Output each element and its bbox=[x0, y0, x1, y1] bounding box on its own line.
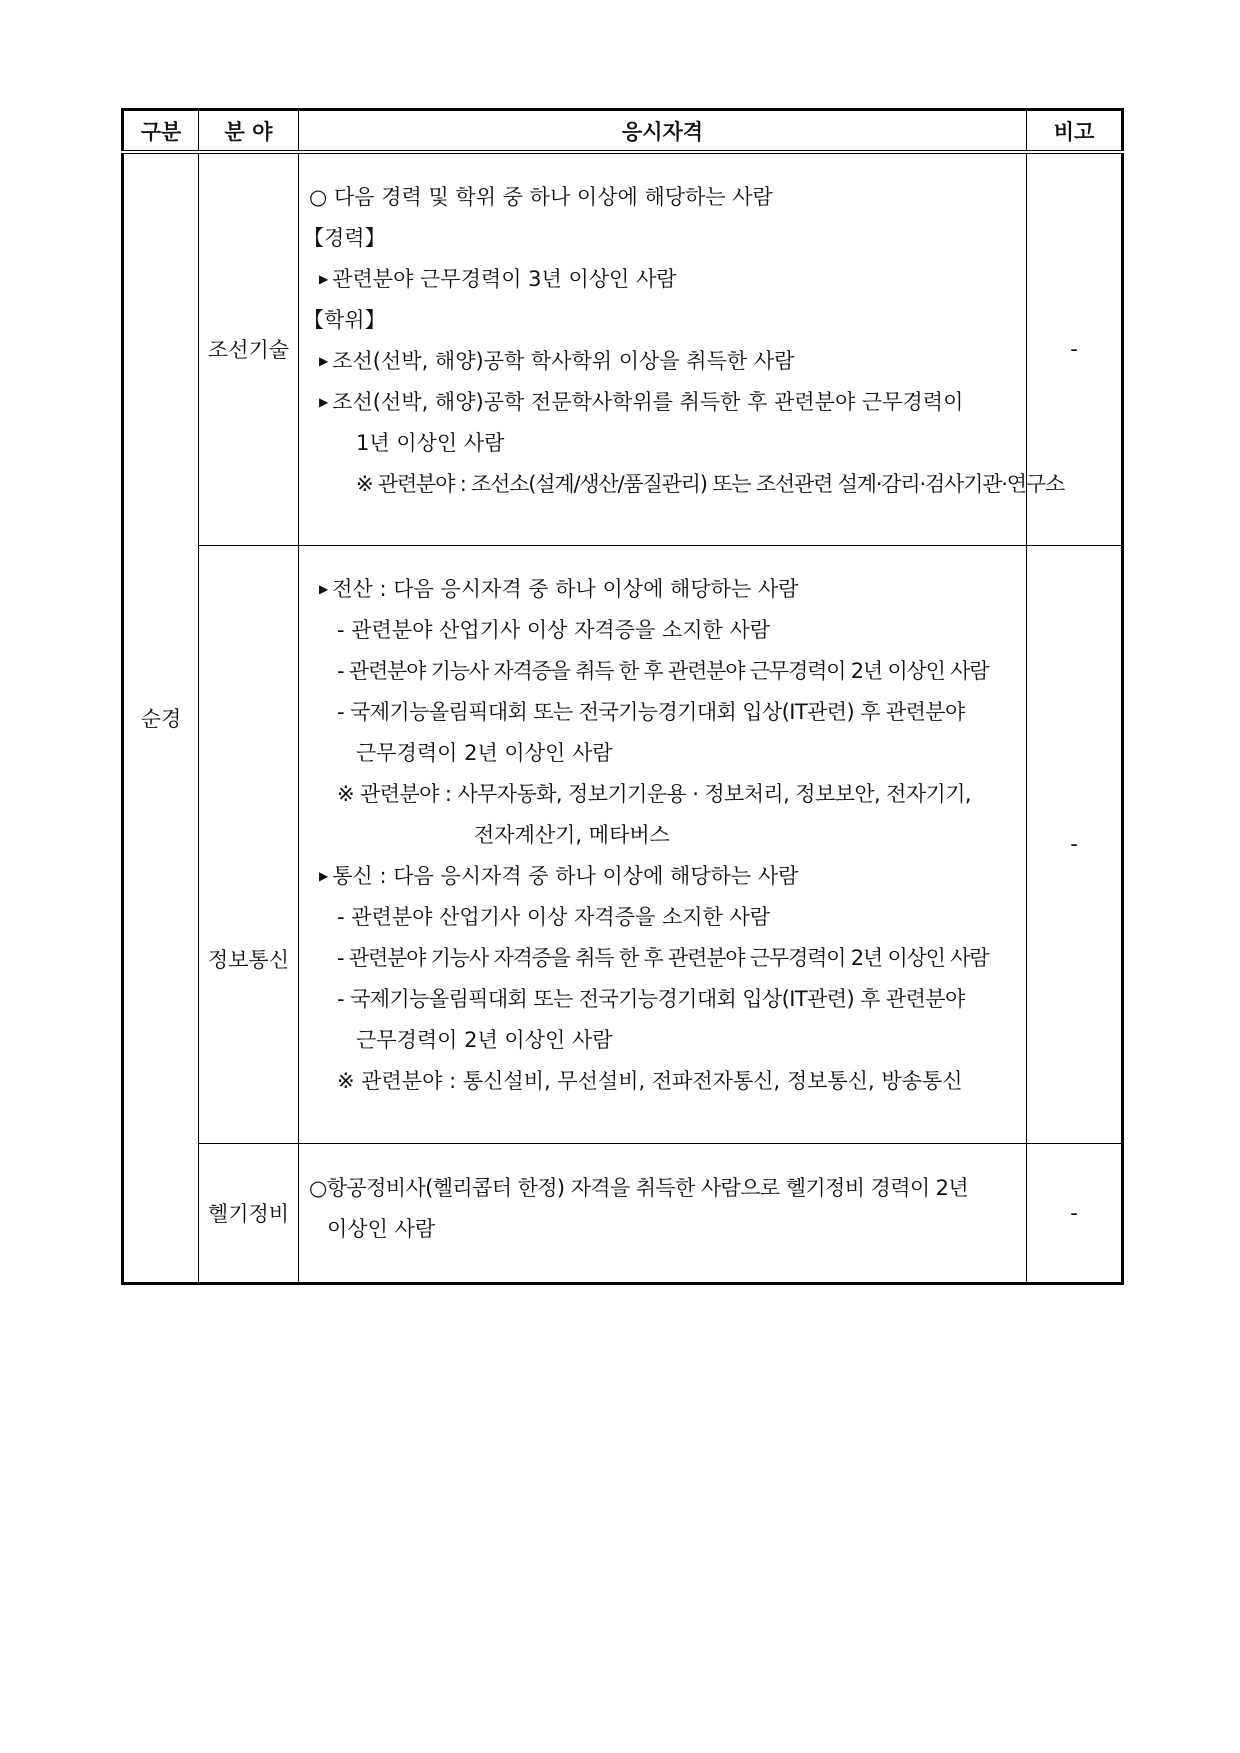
remark-cell: - bbox=[1027, 545, 1123, 1143]
content-line: 근무경력이 2년 이상인 사람 bbox=[356, 1027, 613, 1052]
qualification-cell bbox=[299, 1143, 1027, 1283]
content-line: ※ 관련분야 : 조선소(설계/생산/품질관리) 또는 조선관련 설계·감리·검사기관·연구소 bbox=[356, 472, 1065, 496]
triangle-right-icon: ▶ bbox=[319, 868, 329, 883]
remark-cell: - bbox=[1027, 1143, 1123, 1283]
content-line: - 관련분야 기능사 자격증을 취득 한 후 관련분야 근무경력이 2년 이상인 사람 bbox=[337, 658, 989, 683]
content-line: - 관련분야 산업기사 이상 자격증을 소지한 사람 bbox=[337, 617, 771, 642]
triangle-right-icon: ▶ bbox=[319, 354, 329, 368]
content-line: 근무경력이 2년 이상인 사람 bbox=[356, 740, 613, 765]
content-line: - 관련분야 산업기사 이상 자격증을 소지한 사람 bbox=[337, 904, 771, 929]
content-line: ※ 관련분야 : 통신설비, 무선설비, 전파전자통신, 정보통신, 방송통신 bbox=[337, 1068, 963, 1093]
content-line: 이상인 사람 bbox=[327, 1216, 436, 1241]
header-remark: 비고 bbox=[1027, 110, 1123, 153]
field-cell: 정보통신 bbox=[199, 545, 299, 1143]
header-category: 구분 bbox=[123, 110, 199, 153]
content-line: 조선(선박, 해양)공학 학사학위 이상을 취득한 사람 bbox=[332, 349, 795, 373]
content-line: ※ 관련분야 : 사무자동화, 정보기기운용 · 정보처리, 정보보안, 전자기기, bbox=[337, 781, 971, 806]
content-line: ○항공정비사(헬리콥터 한정) 자격을 취득한 사람으로 헬기정비 경력이 2년 bbox=[309, 1175, 969, 1200]
table-row-helicopter bbox=[123, 1143, 1123, 1283]
remark-cell: - bbox=[1027, 152, 1123, 545]
content-line: 전산 : 다음 응시자격 중 하나 이상에 해당하는 사람 bbox=[332, 576, 799, 601]
field-cell: 조선기술 bbox=[199, 152, 299, 545]
qualification-table bbox=[121, 108, 1124, 1285]
content-line: 전자계산기, 메타버스 bbox=[474, 822, 670, 847]
qualification-cell bbox=[299, 152, 1065, 545]
category-cell: 순경 bbox=[123, 152, 199, 1283]
content-line: - 국제기능올림픽대회 또는 전국기능경기대회 입상(IT관련) 후 관련분야 bbox=[337, 699, 965, 724]
header-qualification: 응시자격 bbox=[299, 110, 1027, 153]
table-header-row bbox=[123, 110, 1123, 153]
content-line: - 관련분야 기능사 자격증을 취득 한 후 관련분야 근무경력이 2년 이상인 사람 bbox=[337, 945, 989, 970]
header-field: 분 야 bbox=[199, 110, 299, 153]
triangle-right-icon: ▶ bbox=[319, 272, 329, 286]
content-line: 1년 이상인 사람 bbox=[356, 431, 505, 455]
triangle-right-icon: ▶ bbox=[319, 581, 329, 596]
qualification-cell bbox=[299, 545, 1027, 1143]
field-cell: 헬기정비 bbox=[199, 1143, 299, 1283]
content-line: 【경력】 bbox=[303, 226, 386, 250]
content-line: ○ 다음 경력 및 학위 중 하나 이상에 해당하는 사람 bbox=[309, 185, 773, 209]
table-row-shipbuilding bbox=[123, 152, 1123, 545]
content-line: 통신 : 다음 응시자격 중 하나 이상에 해당하는 사람 bbox=[332, 863, 799, 888]
table-row-it bbox=[123, 545, 1123, 1143]
content-line: 조선(선박, 해양)공학 전문학사학위를 취득한 후 관련분야 근무경력이 bbox=[332, 390, 964, 414]
content-line: 관련분야 근무경력이 3년 이상인 사람 bbox=[332, 267, 677, 291]
content-line: - 국제기능올림픽대회 또는 전국기능경기대회 입상(IT관련) 후 관련분야 bbox=[337, 986, 965, 1011]
triangle-right-icon: ▶ bbox=[319, 395, 329, 409]
content-line: 【학위】 bbox=[303, 308, 386, 332]
